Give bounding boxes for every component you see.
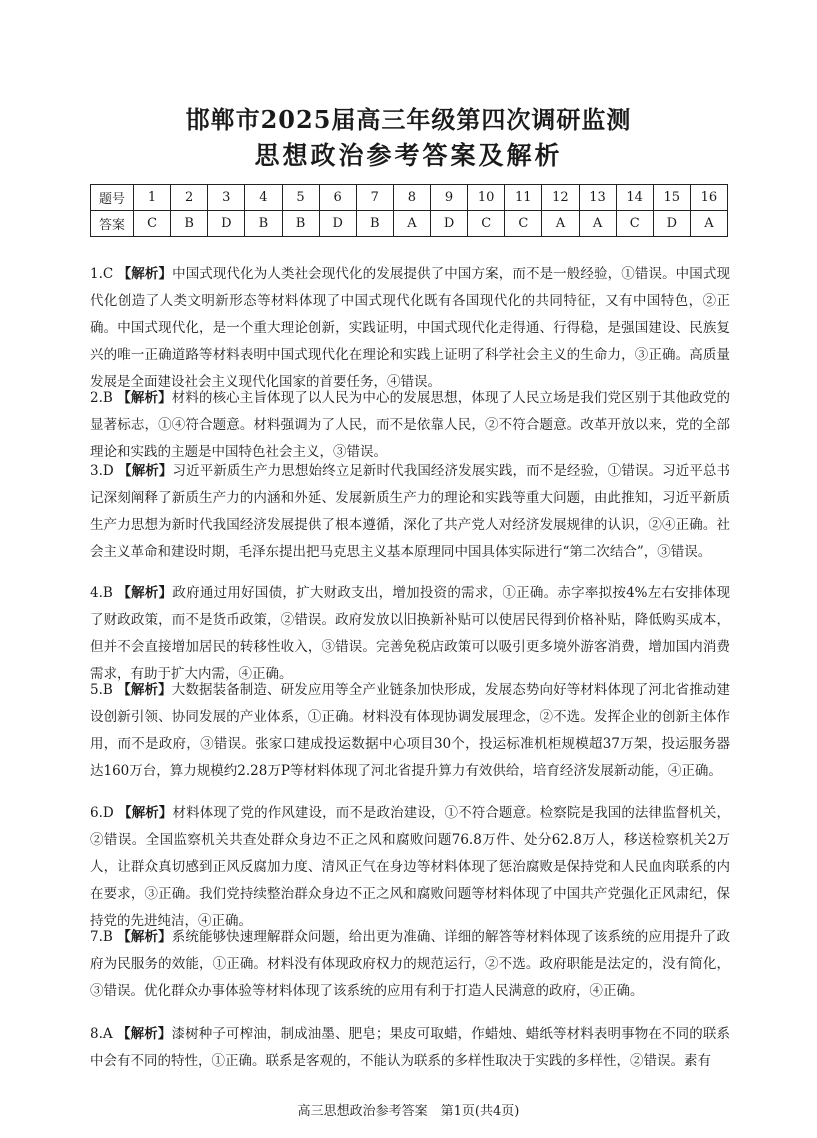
question-number: 8 [393, 185, 430, 211]
question-number: 12 [542, 185, 579, 211]
explanation-item [90, 800, 730, 935]
analysis-tag: 【解析】 [117, 1026, 172, 1042]
explanation-text: 政府通过用好国债，扩大财政支出，增加投资的需求，①正确。赤字率拟按4%左右安排体现了财政政策，而不是货币政策，②错误。政府发放以旧换新补贴可以使居民得到价格补贴，降低购买成本，但并不会直接增加居民的转移性收入，③错误。完善免税店政策可以吸引更多境外游客消费，增加国内消费需求，有助于扩大内需，④正确。 [90, 585, 730, 682]
explanation-text: 漆树种子可榨油，制成油墨、肥皂；果皮可取蜡，作蜡烛、蜡纸等材料表明事物在不同的联系中会有不同的特性，①正确。联系是客观的，不能认为联系的多样性取决于实践的多样性，②错误。素有 [90, 1026, 731, 1069]
analysis-tag: 【解析】 [117, 929, 172, 945]
answer-cell: D [208, 211, 245, 237]
explanation-text: 习近平新质生产力思想始终立足新时代我国经济发展实践，而不是经验，①错误。习近平总书记深刻阐释了新质生产力的内涵和外延、发展新质生产力的理论和实践等重大问题，由此推知，习近平新质生产力思想为新时代我国经济发展提供了根本遵循，深化了共产党人对经济发展规律的认识，②④正确。社会主义革命和建设时期，毛泽东提出把马克思主义基本原理同中国具体实际进行“第二次结合”，③错误。 [90, 463, 731, 560]
explanation-text: 材料的核心主旨体现了以人民为中心的发展思想，体现了人民立场是我们党区别于其他政党的显著标志，①④符合题意。材料强调为了人民，而不是依靠人民，②不符合题意。改革开放以来，党的全部理论和实践的主题是中国特色社会主义，③错误。 [90, 390, 731, 460]
row-label-answer: 答案 [91, 211, 134, 237]
document-subtitle: 思想政治参考答案及解析 [254, 141, 563, 170]
answer-cell: C [505, 211, 542, 237]
question-number: 13 [579, 185, 616, 211]
answer-cell: C [468, 211, 505, 237]
answer-cell: B [282, 211, 319, 237]
question-number: 3 [208, 185, 245, 211]
explanation-text: 中国式现代化为人类社会现代化的发展提供了中国方案，而不是一般经验，①错误。中国式现代化创造了人类文明新形态等材料体现了中国式现代化既有各国现代化的共同特征，又有中国特色，②正确。中国式现代化，是一个重大理论创新，实践证明，中国式现代化走得通、行得稳，是强国建设、民族复兴的唯一正确道路等材料表明中国式现代化在理论和实践上证明了科学社会主义的生命力，③正确。高质量发展是全面建设社会主义现代化国家的首要任务，④错误。 [90, 266, 731, 390]
analysis-tag: 【解析】 [118, 805, 173, 821]
answer-cell: D [319, 211, 356, 237]
answer-table [90, 184, 728, 237]
item-number-answer: 7.B [90, 929, 118, 945]
page-footer: 高三思想政治参考答案 第1页(共4页) [297, 1104, 520, 1119]
question-number: 9 [431, 185, 468, 211]
analysis-tag: 【解析】 [118, 463, 173, 479]
document-title: 邯郸市2025届高三年级第四次调研监测 [185, 105, 632, 134]
explanation-item [90, 1021, 730, 1075]
item-number-answer: 3.D [90, 463, 119, 479]
answer-cell: B [245, 211, 282, 237]
item-number-answer: 6.D [90, 805, 119, 821]
question-number: 2 [171, 185, 208, 211]
analysis-tag: 【解析】 [117, 390, 172, 406]
explanation-text: 大数据装备制造、研发应用等全产业链条加快形成，发展态势向好等材料体现了河北省推动建设创新引领、协同发展的产业体系，①正确。材料没有体现协调发展理念，②不选。发挥企业的创新主体作用，而不是政府，③错误。张家口建成投运数据中心项目30个，投运标准机柜规模超37万架，投运服务器达160万台，算力规模约2.28万P等材料体现了河北省提升算力有效供给，培育经济发展新动能，④正确。 [90, 682, 731, 779]
answer-cell: A [690, 211, 727, 237]
answer-cell: D [653, 211, 690, 237]
explanation-text: 系统能够快速理解群众问题，给出更为准确、详细的解答等材料体现了该系统的应用提升了政府为民服务的效能，①正确。材料没有体现政府权力的规范运行，②不选。政府职能是法定的，没有简化，③错误。优化群众办事体验等材料体现了该系统的应用有利于打造人民满意的政府，④正确。 [90, 929, 731, 999]
question-number: 1 [134, 185, 171, 211]
explanation-item [90, 261, 730, 396]
explanation-text: 材料体现了党的作风建设，而不是政治建设，①不符合题意。检察院是我国的法律监督机关，②错误。全国监察机关共查处群众身边不正之风和腐败问题76.8万件、处分62.8万人，移送检察机关2万人，让群众真切感到正风反腐加力度、清风正气在身边等材料体现了惩治腐败是保持党和人民血肉联系的内在要求，③正确。我们党持续整治群众身边不正之风和腐败问题等材料体现了中国共产党强化正风肃纪，保持党的先进纯洁，④正确。 [90, 805, 731, 929]
answer-cell: A [579, 211, 616, 237]
answer-row [91, 211, 728, 237]
item-number-answer: 1.C [90, 266, 118, 282]
row-label-number: 题号 [91, 185, 134, 211]
explanation-item [90, 458, 730, 566]
answer-cell: A [393, 211, 430, 237]
analysis-tag: 【解析】 [117, 585, 173, 601]
answer-cell: D [431, 211, 468, 237]
answer-cell: A [542, 211, 579, 237]
item-number-answer: 2.B [90, 390, 118, 406]
item-number-answer: 4.B [90, 585, 118, 601]
question-number: 5 [282, 185, 319, 211]
answer-cell: B [171, 211, 208, 237]
question-number-row [91, 185, 728, 211]
item-number-answer: 8.A [90, 1026, 118, 1042]
question-number: 16 [690, 185, 727, 211]
analysis-tag: 【解析】 [117, 266, 173, 282]
explanation-item [90, 385, 730, 466]
answer-cell: C [616, 211, 653, 237]
explanation-item [90, 924, 730, 1005]
question-number: 4 [245, 185, 282, 211]
question-number: 10 [468, 185, 505, 211]
question-number: 6 [319, 185, 356, 211]
answer-cell: B [356, 211, 393, 237]
question-number: 15 [653, 185, 690, 211]
question-number: 14 [616, 185, 653, 211]
explanation-item [90, 580, 730, 688]
answer-cell: C [134, 211, 171, 237]
question-number: 7 [356, 185, 393, 211]
item-number-answer: 5.B [90, 682, 118, 698]
question-number: 11 [505, 185, 542, 211]
analysis-tag: 【解析】 [117, 682, 172, 698]
explanation-item [90, 677, 730, 785]
